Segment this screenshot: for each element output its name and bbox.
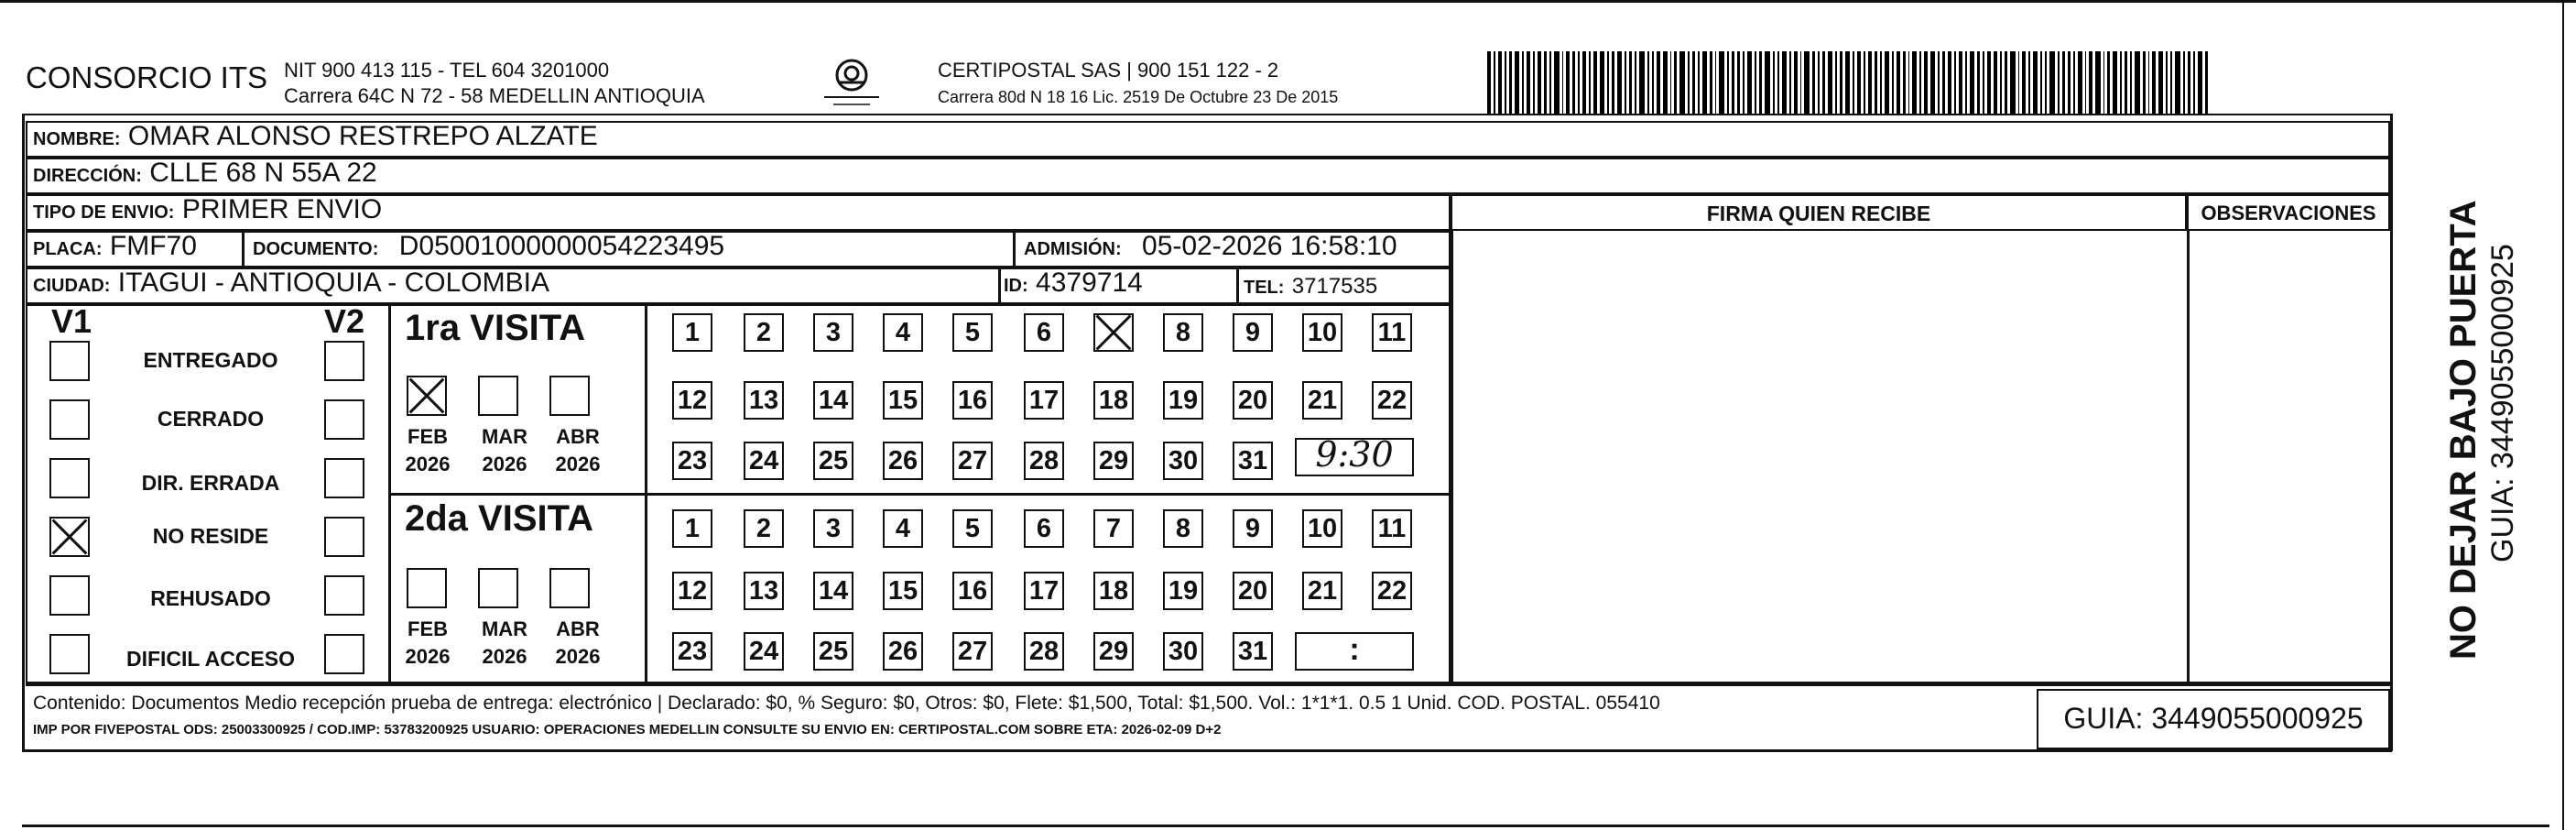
name-field xyxy=(33,121,598,152)
visit2-day-17[interactable]: 17 xyxy=(1024,572,1064,610)
carrier-address: Carrera 80d N 18 16 Lic. 2519 De Octubre 23 De 2015 xyxy=(938,88,1339,106)
id-field xyxy=(1004,268,1143,299)
type-value: PRIMER ENVIO xyxy=(181,194,383,224)
admission-field xyxy=(1024,231,1397,262)
left-edge xyxy=(22,114,25,751)
visit2-day-15[interactable]: 15 xyxy=(883,572,923,610)
visit2-day-4[interactable]: 4 xyxy=(883,509,923,548)
id-label: ID: xyxy=(1004,276,1028,296)
side-guia: GUIA: 3449055000925 xyxy=(2485,244,2520,562)
visit2-year-abr: 2026 xyxy=(555,645,601,668)
plate-value: FMF70 xyxy=(109,231,197,261)
visit1-day-8[interactable]: 8 xyxy=(1163,313,1203,352)
visit1-day-31[interactable]: 31 xyxy=(1233,442,1273,480)
visit2-day-12[interactable]: 12 xyxy=(672,572,712,610)
visit1-day-15[interactable]: 15 xyxy=(883,381,923,420)
visit1-day-5[interactable]: 5 xyxy=(952,313,993,352)
city-field xyxy=(33,268,549,299)
visit2-day-10[interactable]: 10 xyxy=(1302,509,1342,548)
type-field xyxy=(33,194,382,225)
visit1-day-28[interactable]: 28 xyxy=(1024,442,1064,480)
bottom-edge xyxy=(22,825,2549,827)
visit2-day-19[interactable]: 19 xyxy=(1163,572,1203,610)
status-entregado: ENTREGADO xyxy=(143,348,278,372)
v2-label: V2 xyxy=(324,302,365,340)
tel-field xyxy=(1244,269,1377,300)
visit1-mar-checkbox[interactable] xyxy=(478,376,518,416)
doc-field xyxy=(253,231,724,262)
visit1-day-11[interactable]: 11 xyxy=(1372,313,1412,352)
frame-right xyxy=(2390,114,2393,751)
city-value: ITAGUI - ANTIOQUIA - COLOMBIA xyxy=(117,268,549,298)
status-cerrado: CERRADO xyxy=(157,407,265,431)
status-dir-errada: DIR. ERRADA xyxy=(141,471,280,495)
v2-checkbox-no-reside[interactable] xyxy=(324,517,364,557)
visit2-day-22[interactable]: 22 xyxy=(1372,572,1412,610)
visit1-abr-checkbox[interactable] xyxy=(549,376,590,416)
plate-divider xyxy=(242,231,245,268)
visit2-month-abr: ABR xyxy=(556,617,600,640)
visit2-day-27[interactable]: 27 xyxy=(952,632,993,671)
visit-separator xyxy=(388,493,1451,496)
visit2-day-3[interactable]: 3 xyxy=(813,509,853,548)
visit2-day-13[interactable]: 13 xyxy=(744,572,784,610)
visit2-day-20[interactable]: 20 xyxy=(1233,572,1273,610)
visit1-day-7[interactable] xyxy=(1093,313,1134,352)
frame-bottom xyxy=(22,749,2392,752)
visit1-day-12[interactable]: 12 xyxy=(672,381,712,420)
visit1-day-2[interactable]: 2 xyxy=(744,313,784,352)
visit1-day-25[interactable]: 25 xyxy=(813,442,853,480)
company-nit: NIT 900 413 115 - TEL 604 3201000 xyxy=(284,59,610,82)
visit1-day-9[interactable]: 9 xyxy=(1233,313,1273,352)
visit2-day-29[interactable]: 29 xyxy=(1093,632,1134,671)
id-value: 4379714 xyxy=(1036,268,1143,298)
visit2-day-23[interactable]: 23 xyxy=(672,632,712,671)
name-label: NOMBRE: xyxy=(33,129,121,149)
visit2-mar-checkbox[interactable] xyxy=(478,568,518,608)
visit1-day-29[interactable]: 29 xyxy=(1093,442,1134,480)
footer-guia: GUIA: 3449055000925 xyxy=(2063,702,2364,735)
visit1-day-1[interactable]: 1 xyxy=(672,313,712,352)
visit2-day-2[interactable]: 2 xyxy=(744,509,784,548)
visit1-day-23[interactable]: 23 xyxy=(672,442,712,480)
visit2-day-14[interactable]: 14 xyxy=(813,572,853,610)
admission-value: 05-02-2026 16:58:10 xyxy=(1142,231,1397,261)
visit1-day-21[interactable]: 21 xyxy=(1302,381,1342,420)
visit1-month-feb: FEB xyxy=(408,425,448,448)
doc-divider xyxy=(1013,231,1016,268)
carrier-name: CERTIPOSTAL SAS | 900 151 122 - 2 xyxy=(938,59,1279,82)
visit2-abr-checkbox[interactable] xyxy=(549,568,590,608)
company-address: Carrera 64C N 72 - 58 MEDELLIN ANTIOQUIA xyxy=(284,84,705,107)
type-label: TIPO DE ENVIO: xyxy=(33,202,175,223)
visit2-day-25[interactable]: 25 xyxy=(813,632,853,671)
doc-value: D05001000000054223495 xyxy=(398,231,725,261)
visit2-year-mar: 2026 xyxy=(482,645,527,668)
visit1-month-mar: MAR xyxy=(481,425,528,448)
visit1-day-18[interactable]: 18 xyxy=(1093,381,1134,420)
footer-top xyxy=(26,683,2390,686)
plate-label: PLACA: xyxy=(33,239,103,259)
visit1-year-abr: 2026 xyxy=(555,453,601,475)
id-divider xyxy=(1236,268,1239,304)
visit2-month-feb: FEB xyxy=(408,617,448,640)
visit1-time: 9:30 xyxy=(1315,434,1394,475)
v2-checkbox-rehusado[interactable] xyxy=(324,575,364,616)
tel-label: TEL: xyxy=(1244,278,1285,298)
signature-title: FIRMA QUIEN RECIBE xyxy=(1706,202,1931,225)
address-row xyxy=(26,158,2390,194)
visit1-title: 1ra VISITA xyxy=(405,308,586,348)
barcode xyxy=(1487,51,2211,114)
visit2-day-18[interactable]: 18 xyxy=(1093,572,1134,610)
v1-checkbox-entregado[interactable] xyxy=(49,341,90,381)
city-divider xyxy=(998,268,1001,304)
visit2-day-26[interactable]: 26 xyxy=(883,632,923,671)
visit1-day-13[interactable]: 13 xyxy=(744,381,784,420)
visit1-day-4[interactable]: 4 xyxy=(883,313,923,352)
side-warning: NO DEJAR BAJO PUERTA xyxy=(2443,200,2484,660)
frame-top xyxy=(22,114,2392,115)
status-rehusado: REHUSADO xyxy=(150,586,271,610)
visit1-day-17[interactable]: 17 xyxy=(1024,381,1064,420)
name-value: OMAR ALONSO RESTREPO ALZATE xyxy=(127,121,598,151)
visit1-day-20[interactable]: 20 xyxy=(1233,381,1273,420)
visit2-day-28[interactable]: 28 xyxy=(1024,632,1064,671)
visit1-day-19[interactable]: 19 xyxy=(1163,381,1203,420)
city-label: CIUDAD: xyxy=(33,276,111,296)
visit1-day-22[interactable]: 22 xyxy=(1372,381,1412,420)
v1-checkbox-dir-errada[interactable] xyxy=(49,458,90,498)
footer-contents: Contenido: Documentos Medio recepción prueba de entrega: electrónico | Declarado: $0, % Seguro: $0, Otros: $0, Flete: $1,500, Total: $1,500. Vol.: 1*1*1. 0.5 1 Unid. COD. POSTAL. 055410 xyxy=(33,693,1660,714)
visit1-day-27[interactable]: 27 xyxy=(952,442,993,480)
observations-title: OBSERVACIONES xyxy=(2201,202,2376,224)
v1-label: V1 xyxy=(51,302,92,340)
admission-label: ADMISIÓN: xyxy=(1024,239,1122,259)
visit2-day-21[interactable]: 21 xyxy=(1302,572,1342,610)
visit2-day-16[interactable]: 16 xyxy=(952,572,993,610)
visit2-day-24[interactable]: 24 xyxy=(744,632,784,671)
right-stray-edge xyxy=(2562,0,2564,830)
address-label: DIRECCIÓN: xyxy=(33,166,142,186)
status-dificil-acceso: DIFICIL ACCESO xyxy=(125,647,295,671)
visit1-day-24[interactable]: 24 xyxy=(744,442,784,480)
doc-label: DOCUMENTO: xyxy=(253,239,379,259)
signature-right xyxy=(2187,231,2190,683)
visit1-year-mar: 2026 xyxy=(482,453,527,475)
visit1-year-feb: 2026 xyxy=(405,453,451,475)
visit1-day-16[interactable]: 16 xyxy=(952,381,993,420)
address-field xyxy=(33,158,377,189)
address-value: CLLE 68 N 55A 22 xyxy=(149,158,377,188)
visit2-title: 2da VISITA xyxy=(405,498,593,539)
v2-checkbox-dir-errada[interactable] xyxy=(324,458,364,498)
visit2-month-mar: MAR xyxy=(481,617,528,640)
visit1-day-6[interactable]: 6 xyxy=(1024,313,1064,352)
visit2-day-5[interactable]: 5 xyxy=(952,509,993,548)
v1-checkbox-rehusado[interactable] xyxy=(49,575,90,616)
visit2-time: : xyxy=(1349,632,1360,667)
top-edge xyxy=(0,0,2576,3)
visit1-month-abr: ABR xyxy=(556,425,600,448)
visit2-day-6[interactable]: 6 xyxy=(1024,509,1064,548)
visit2-day-31[interactable]: 31 xyxy=(1233,632,1273,671)
footer-imp: IMP POR FIVEPOSTAL ODS: 25003300925 / COD.IMP: 53783200925 USUARIO: OPERACIONES MEDELLIN CONSULTE SU ENVIO EN: CERTIPOSTAL.COM SOBRE ETA: 2026-02-09 D+2 xyxy=(33,722,1222,737)
visit2-year-feb: 2026 xyxy=(405,645,451,668)
visit2-feb-checkbox[interactable] xyxy=(407,568,447,608)
v2-checkbox-cerrado[interactable] xyxy=(324,399,364,440)
visit2-day-7[interactable]: 7 xyxy=(1093,509,1134,548)
visit2-day-11[interactable]: 11 xyxy=(1372,509,1412,548)
status-no-reside: NO RESIDE xyxy=(152,524,269,548)
v1-checkbox-no-reside-checked[interactable] xyxy=(49,517,90,557)
visit2-day-9[interactable]: 9 xyxy=(1233,509,1273,548)
visit1-feb-checkbox[interactable] xyxy=(407,376,447,416)
tel-value: 3717535 xyxy=(1291,274,1378,299)
plate-field xyxy=(33,231,197,262)
signature-left xyxy=(1451,231,1453,683)
v2-checkbox-entregado[interactable] xyxy=(324,341,364,381)
certipostal-logo xyxy=(806,57,897,112)
v1-checkbox-cerrado[interactable] xyxy=(49,399,90,440)
visit2-day-8[interactable]: 8 xyxy=(1163,509,1203,548)
visit2-day-1[interactable]: 1 xyxy=(672,509,712,548)
v1-checkbox-dificil-acceso[interactable] xyxy=(49,634,90,674)
visit1-day-14[interactable]: 14 xyxy=(813,381,853,420)
v2-checkbox-dificil-acceso[interactable] xyxy=(324,634,364,674)
visit1-day-26[interactable]: 26 xyxy=(883,442,923,480)
visit2-day-30[interactable]: 30 xyxy=(1163,632,1203,671)
visit1-day-10[interactable]: 10 xyxy=(1302,313,1342,352)
company-name: CONSORCIO ITS xyxy=(26,60,268,94)
visit1-day-30[interactable]: 30 xyxy=(1163,442,1203,480)
visit1-day-3[interactable]: 3 xyxy=(813,313,853,352)
